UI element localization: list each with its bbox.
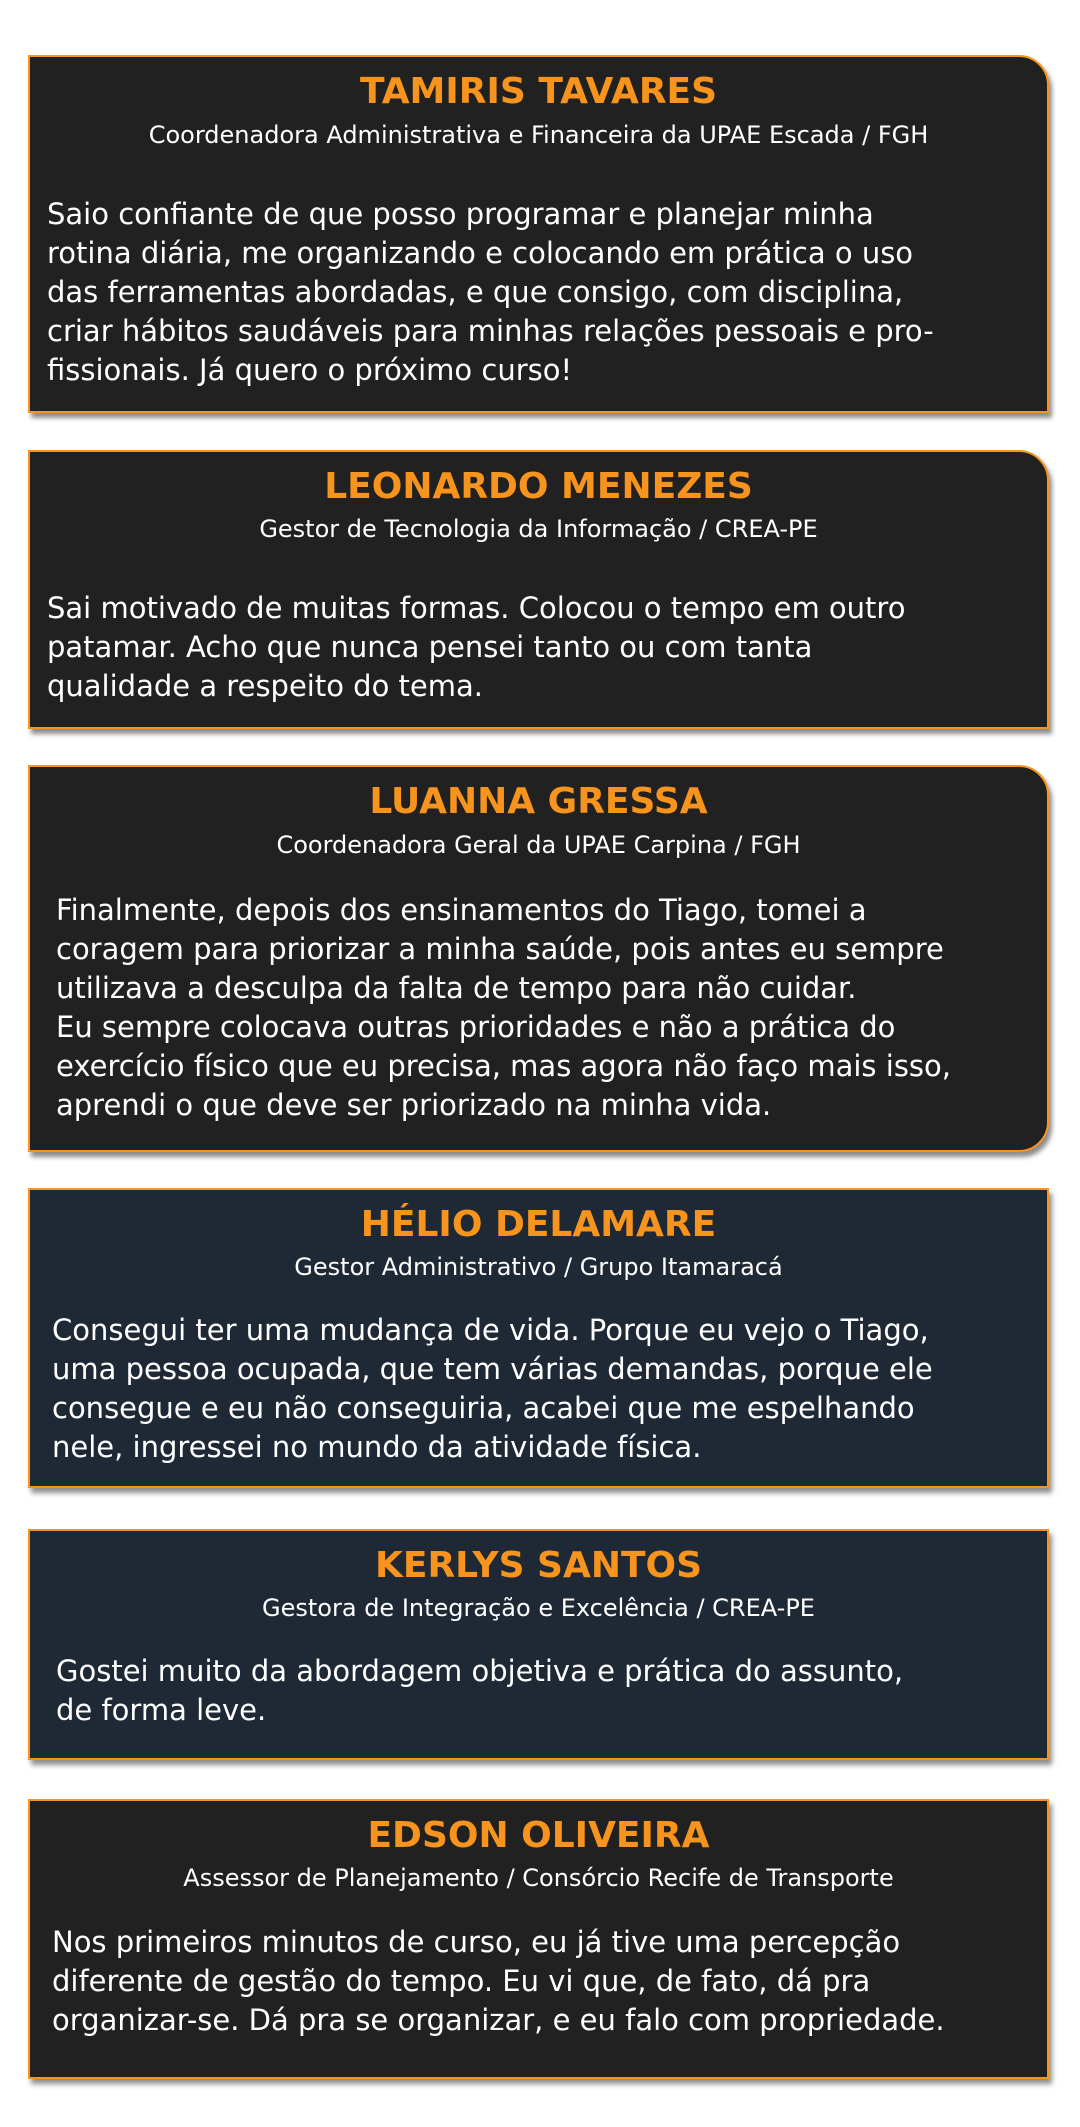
testimonial-name: LEONARDO MENEZES: [324, 466, 753, 507]
testimonial-card: [28, 1188, 1049, 1488]
testimonial-role: Coordenadora Administrativa e Financeira da UPAE Escada / FGH: [148, 121, 929, 149]
testimonial-card: [28, 765, 1049, 1152]
testimonial-name: EDSON OLIVEIRA: [367, 1815, 710, 1856]
testimonial-name: KERLYS SANTOS: [374, 1545, 703, 1586]
testimonial-quote: Gostei muito da abordagem objetiva e prática do assunto, de forma leve.: [56, 1654, 904, 1727]
testimonial-name: HÉLIO DELAMARE: [360, 1204, 717, 1245]
testimonial-card: [28, 1799, 1049, 2079]
testimonial-card: [28, 450, 1049, 729]
testimonial-card: [28, 55, 1049, 413]
testimonial-quote: Consegui ter uma mudança de vida. Porque eu vejo o Tiago, uma pessoa ocupada, que tem várias demandas, porque ele consegue e eu não conseguiria, acabei que me espelhando nele, ingressei no mundo da atividade física.: [52, 1313, 933, 1464]
testimonial-role: Gestor de Tecnologia da Informação / CREA-PE: [259, 515, 818, 543]
testimonial-role: Gestor Administrativo / Grupo Itamaracá: [294, 1253, 783, 1281]
testimonial-name: TAMIRIS TAVARES: [359, 71, 718, 112]
testimonial-quote: Nos primeiros minutos de curso, eu já tive uma percepção diferente de gestão do tempo. Eu vi que, de fato, dá pra organizar-se. Dá pra se organizar, e eu falo com propriedade.: [52, 1925, 945, 2037]
testimonial-role: Assessor de Planejamento / Consórcio Recife de Transporte: [183, 1864, 894, 1892]
testimonial-name: LUANNA GRESSA: [369, 781, 708, 822]
testimonial-quote: Sai motivado de muitas formas. Colocou o tempo em outro patamar. Acho que nunca pensei tanto ou com tanta qualidade a respeito do tema.: [47, 591, 906, 703]
testimonial-role: Gestora de Integração e Excelência / CREA-PE: [262, 1594, 815, 1622]
testimonial-card: [28, 1529, 1049, 1760]
testimonial-role: Coordenadora Geral da UPAE Carpina / FGH: [276, 831, 801, 859]
testimonial-quote: Finalmente, depois dos ensinamentos do Tiago, tomei a coragem para priorizar a minha saúde, pois antes eu sempre utilizava a desculpa da falta de tempo para não cuidar. Eu sempre colocava outras prioridades e não a prática do exercício físico que eu precisa, mas agora não faço mais isso, aprendi o que deve ser priorizado na minha vida.: [56, 893, 951, 1122]
testimonial-quote: Saio confiante de que posso programar e planejar minha rotina diária, me organizando e colocando em prática o uso das ferramentas abordadas, e que consigo, com disciplina, criar hábitos saudáveis para minhas relações pessoais e pro- fissionais. Já quero o próximo curso!: [47, 197, 934, 387]
